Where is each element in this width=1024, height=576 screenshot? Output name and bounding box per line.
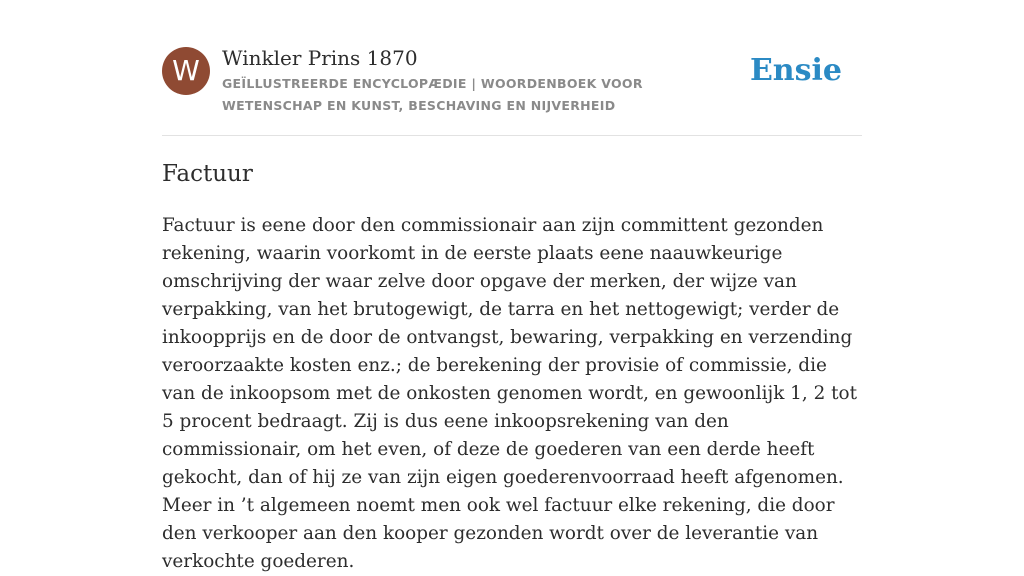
header bbox=[162, 45, 862, 135]
book-subtitle: GEÏLLUSTREERDE ENCYCLOPÆDIE | WOORDENBOEK VOOR WETENSCHAP EN KUNST, BESCHAVING EN NIJVERHEID bbox=[222, 76, 643, 113]
brand-logo-link[interactable]: Ensie bbox=[749, 53, 842, 88]
entry-body: Factuur is eene door den commissionair aan zijn committent gezonden rekening, waarin voorkomt in de eerste plaats eene naauwkeurige omschrijving der waar zelve door opgave der merken, der wijze van verpakking, van het brutogewigt, de tarra en het nettogewigt; verder de inkoopprijs en de door de ontvangst, bewaring, verpakking en verzending veroorzaakte kosten enz.; de berekening der provisie of commissie, die van de inkoopsom met de onkosten genomen wordt, en gewoonlijk 1, 2 tot 5 procent bedraagt. Zij is dus eene inkoopsrekening van den commissionair, om het even, of deze de goederen van een derde heeft gekocht, dan of hij ze van zijn eigen goederenvoorraad heeft afgenomen. Meer in ’t algemeen noemt men ook wel factuur elke rekening, die door den verkooper aan den kooper gezonden wordt over de leverantie van verkochte goederen. bbox=[162, 215, 857, 572]
book-title[interactable]: Winkler Prins 1870 bbox=[222, 46, 418, 70]
entry-title: Factuur bbox=[162, 161, 253, 187]
avatar[interactable]: W bbox=[162, 47, 210, 95]
header-divider bbox=[162, 135, 862, 136]
